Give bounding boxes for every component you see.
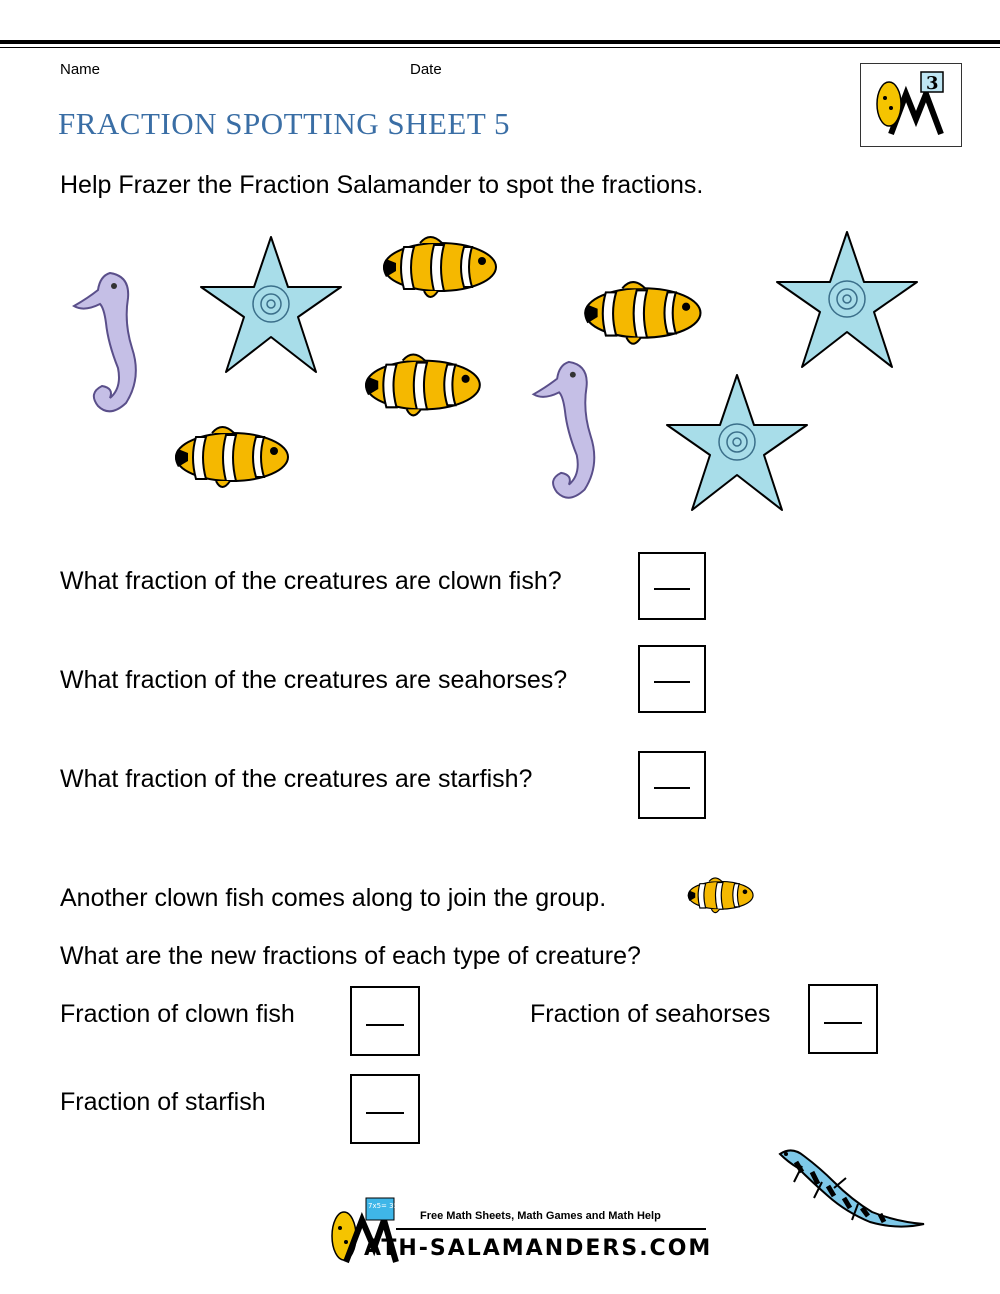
- fraction-line: [824, 1022, 862, 1024]
- grade-logo: [860, 63, 962, 147]
- starfish-icon: [662, 370, 812, 518]
- label-seahorses: Fraction of seahorses: [530, 1000, 771, 1028]
- clownfish-icon: [172, 424, 300, 496]
- starfish-icon: [196, 232, 346, 380]
- header-rule-thin: [0, 47, 1000, 48]
- answer-box-clownfish[interactable]: [638, 552, 706, 620]
- answer-box-starfish[interactable]: [638, 751, 706, 819]
- fraction-line: [366, 1024, 404, 1026]
- salamander-icon: [772, 1142, 928, 1238]
- starfish-icon: [772, 227, 922, 375]
- new-answer-box-starfish[interactable]: [350, 1074, 420, 1144]
- seahorse-icon: [528, 357, 600, 519]
- fraction-line: [654, 588, 690, 590]
- new-fractions-prompt: What are the new fractions of each type of creature?: [60, 942, 641, 970]
- footer-site-name[interactable]: ATH-SALAMANDERS.COM: [364, 1236, 713, 1261]
- name-label: Name: [60, 61, 101, 78]
- new-fish-text: Another clown fish comes along to join the group.: [60, 884, 607, 912]
- question-seahorses: What fraction of the creatures are seahorses?: [60, 666, 568, 694]
- label-clownfish: Fraction of clown fish: [60, 1000, 295, 1028]
- date-label: Date: [410, 61, 442, 78]
- clownfish-icon: [686, 876, 760, 918]
- answer-box-seahorses[interactable]: [638, 645, 706, 713]
- grade-number: 3: [926, 73, 939, 94]
- new-answer-box-seahorses[interactable]: [808, 984, 878, 1054]
- footer-tagline: Free Math Sheets, Math Games and Math Help: [420, 1210, 661, 1222]
- new-answer-box-clownfish[interactable]: [350, 986, 420, 1056]
- question-starfish: What fraction of the creatures are starfish?: [60, 765, 533, 793]
- label-starfish: Fraction of starfish: [60, 1088, 266, 1116]
- header-rule-thick: [0, 40, 1000, 44]
- salamander-logo-icon: [861, 64, 961, 146]
- intro-text: Help Frazer the Fraction Salamander to spot the fractions.: [60, 171, 704, 199]
- seahorse-icon: [70, 268, 140, 433]
- page-title: FRACTION SPOTTING SHEET 5: [58, 106, 510, 141]
- footer-divider: [396, 1228, 706, 1230]
- clownfish-icon: [578, 280, 716, 352]
- footer-logo-numbers: 7x5= 35: [368, 1202, 399, 1210]
- fraction-line: [654, 787, 690, 789]
- clownfish-icon: [362, 352, 492, 424]
- question-clownfish: What fraction of the creatures are clown fish?: [60, 567, 562, 595]
- fraction-line: [654, 681, 690, 683]
- clownfish-icon: [380, 235, 508, 305]
- fraction-line: [366, 1112, 404, 1114]
